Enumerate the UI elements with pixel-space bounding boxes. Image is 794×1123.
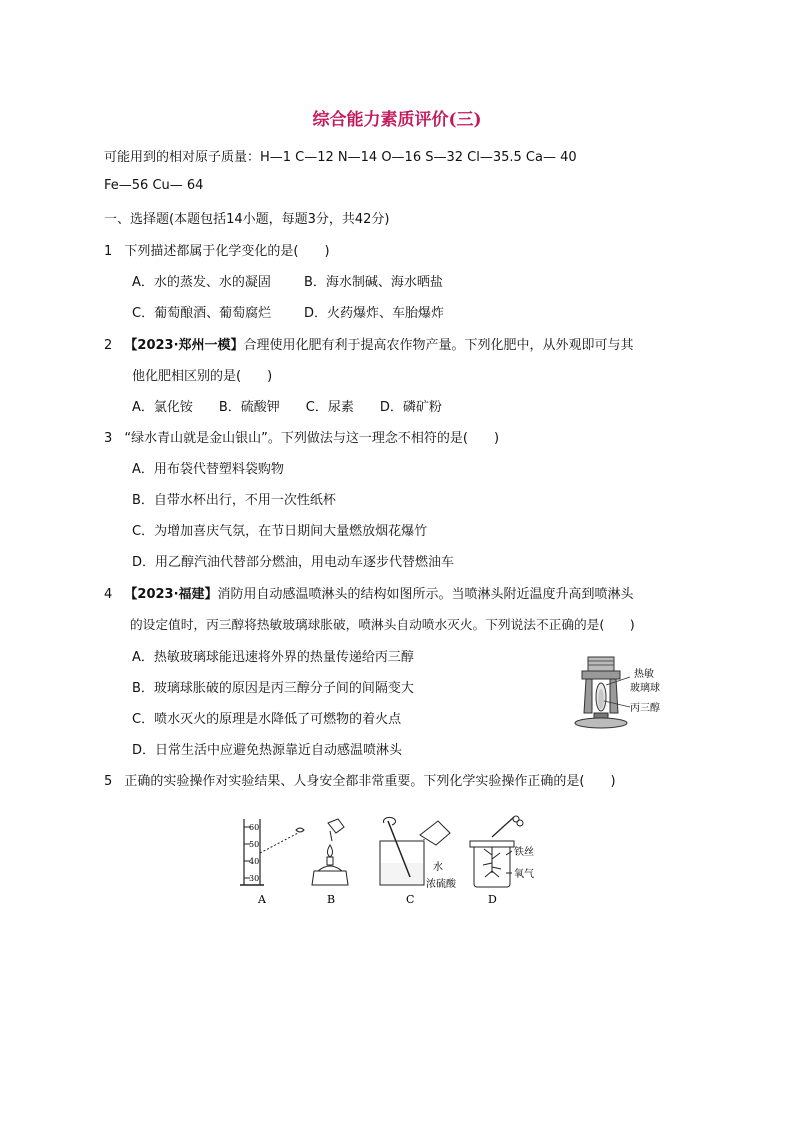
question-number: 1: [104, 244, 113, 259]
fig-label-heat: 热敏: [634, 669, 654, 680]
fig-label-acid: 浓硫酸: [426, 879, 456, 890]
fig-label-oxygen: 氧气: [514, 869, 534, 880]
question-stem: “绿水青山就是金山银山”。下列做法与这一理念不相符的是( ): [124, 431, 500, 446]
tick-label: 50: [249, 840, 260, 849]
tick-label: 60: [249, 823, 260, 832]
q1-option-d: D．火药爆炸、车胎爆炸: [304, 306, 445, 321]
fig-label-glycerol: 丙三醇: [630, 703, 660, 714]
panel-c: [380, 817, 457, 890]
source-tag: 【2023·福建】: [124, 587, 218, 602]
question-stem: 正确的实验操作对实验结果、人身安全都非常重要。下列化学实验操作正确的是( ): [124, 774, 616, 789]
question-number: 2: [104, 338, 113, 353]
question-stem: 下列描述都属于化学变化的是( ): [124, 244, 330, 259]
source-tag: 【2023·郑州一模】: [124, 338, 244, 353]
q4-option-a: A．热敏玻璃球能迅速将外界的热量传递给丙三醇: [132, 650, 414, 665]
q3-option-a: A．用布袋代替塑料袋购物: [132, 462, 284, 477]
hand-icon: [328, 819, 344, 833]
fig-label-bulb: 玻璃球: [630, 683, 660, 694]
question-stem: 合理使用化肥有利于提高农作物产量。下列化肥中，从外观即可与其: [243, 338, 634, 353]
question-stem-cont: 的设定值时，丙三醇将热敏玻璃球胀破，喷淋头自动喷水灭火。下列说法不正确的是( ): [130, 617, 635, 632]
q1-option-b: B．海水制碱、海水晒盐: [304, 275, 443, 290]
lab-operations-figure: [230, 815, 560, 910]
question-2: [104, 334, 634, 353]
question-5: [104, 770, 616, 789]
panel-label-a: A: [258, 893, 266, 906]
q3-option-c: C．为增加喜庆气氛，在节日期间大量燃放烟花爆竹: [132, 524, 428, 539]
q4-option-c: C．喷水灭火的原理是水降低了可燃物的着火点: [132, 712, 402, 727]
q4-option-b: B．玻璃球胀破的原因是丙三醇分子间的间隔变大: [132, 681, 414, 696]
question-number: 3: [104, 431, 113, 446]
section-heading: 一、选择题(本题包括14小题，每题3分，共42分): [104, 212, 390, 227]
atomic-mass-line-1: 可能用到的相对原子质量：H—1 C—12 N—14 O—16 S—32 Cl—35.5 Ca— 40: [104, 150, 577, 165]
atomic-mass-line-2: Fe—56 Cu— 64: [104, 178, 204, 193]
panel-a: [240, 819, 304, 885]
panel-label-d: D: [488, 893, 497, 906]
tick-label: 40: [249, 857, 260, 866]
panel-d: [470, 816, 534, 887]
question-number: 5: [104, 774, 113, 789]
question-3: [104, 427, 499, 446]
question-number: 4: [104, 587, 113, 602]
panel-label-c: C: [406, 893, 415, 906]
eye-icon: [296, 828, 304, 832]
q4-option-d: D．日常生活中应避免热源靠近自动感温喷淋头: [132, 743, 403, 758]
panel-label-b: B: [327, 893, 336, 906]
q2-options: A．氯化铵 B．硫酸钾 C．尿素 D．磷矿粉: [132, 400, 442, 415]
fig-label-wire: 铁丝: [514, 847, 534, 858]
page-title: 综合能力素质评价(三): [312, 110, 482, 130]
question-stem-cont: 他化肥相区别的是( ): [132, 369, 273, 384]
question-4: [104, 583, 634, 602]
q1-option-c: C．葡萄酿酒、葡萄腐烂: [132, 306, 272, 321]
panel-b: [312, 819, 348, 885]
question-1: [104, 240, 330, 259]
q3-option-d: D．用乙醇汽油代替部分燃油，用电动车逐步代替燃油车: [132, 555, 455, 570]
question-stem: 消防用自动感温喷淋头的结构如图所示。当喷淋头附近温度升高到喷淋头: [217, 587, 634, 602]
fig-label-water: 水: [433, 862, 443, 873]
flame-icon: [328, 845, 333, 857]
q3-option-b: B．自带水杯出行，不用一次性纸杯: [132, 493, 336, 508]
q1-option-a: A．水的蒸发、水的凝固: [132, 275, 271, 290]
tick-label: 30: [249, 874, 260, 883]
sprinkler-figure: [570, 655, 680, 740]
